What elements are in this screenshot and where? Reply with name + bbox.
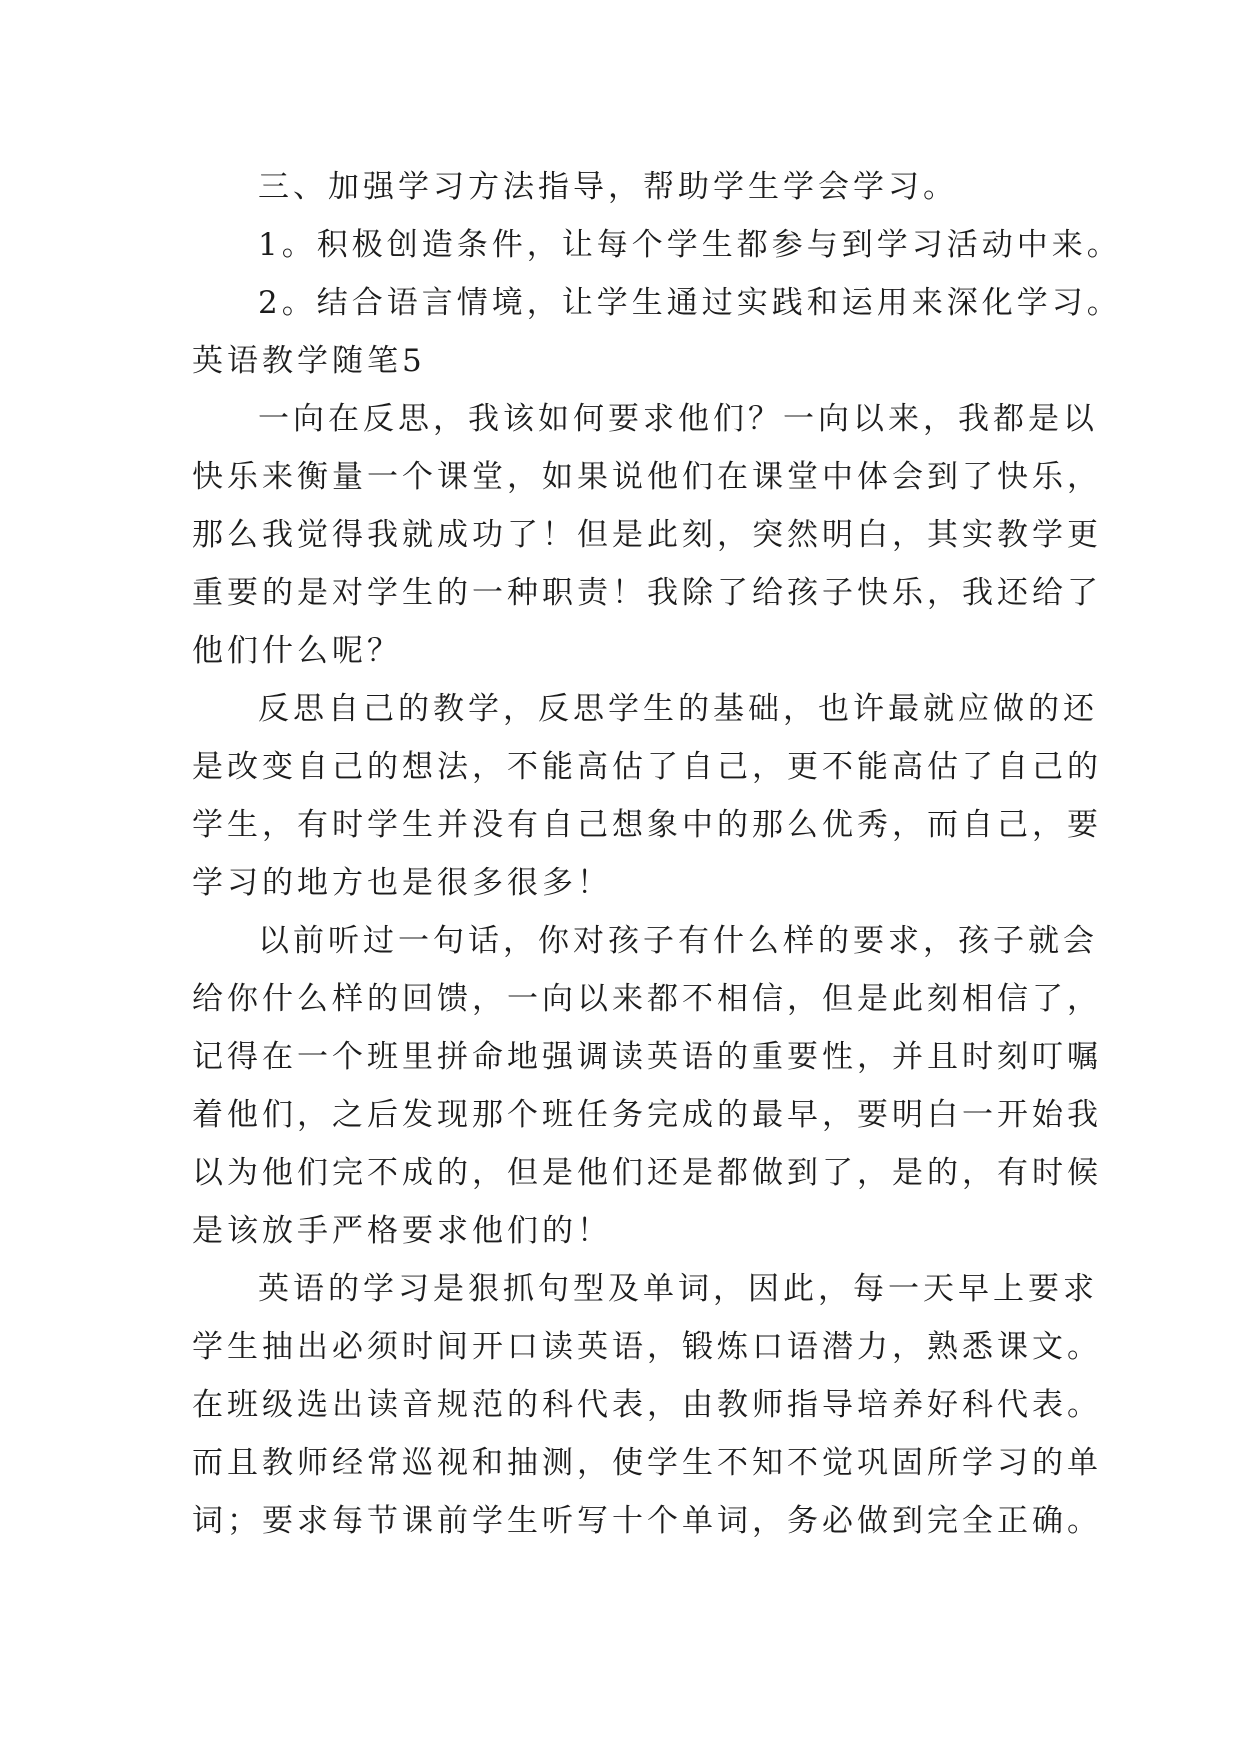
- text-line: 那么我觉得我就成功了！但是此刻，突然明白，其实教学更: [192, 517, 1102, 553]
- text-line: 英语的学习是狠抓句型及单词，因此，每一天早上要求: [258, 1271, 1098, 1307]
- text-line: 而且教师经常巡视和抽测，使学生不知不觉巩固所学习的单: [192, 1445, 1102, 1481]
- text-line: 学生抽出必须时间开口读英语，锻炼口语潜力，熟悉课文。: [192, 1329, 1102, 1365]
- document-body: [192, 158, 1122, 1550]
- text-line: 反思自己的教学，反思学生的基础，也许最就应做的还: [258, 691, 1098, 727]
- text-line: 记得在一个班里拼命地强调读英语的重要性，并且时刻叮嘱: [192, 1039, 1102, 1075]
- text-line: 学习的地方也是很多很多！: [192, 865, 612, 901]
- text-line: 他们什么呢？: [192, 633, 402, 669]
- text-line: 是该放手严格要求他们的！: [192, 1213, 612, 1249]
- text-line: 一向在反思，我该如何要求他们？一向以来，我都是以: [258, 401, 1098, 437]
- text-line: 三、加强学习方法指导，帮助学生学会学习。: [258, 169, 958, 205]
- text-line: 英语教学随笔5: [192, 343, 426, 379]
- text-line: 快乐来衡量一个课堂，如果说他们在课堂中体会到了快乐，: [192, 459, 1102, 495]
- text-line: 学生，有时学生并没有自己想象中的那么优秀，而自己，要: [192, 807, 1102, 843]
- text-line: 以前听过一句话，你对孩子有什么样的要求，孩子就会: [258, 923, 1098, 959]
- text-line: 以为他们完不成的，但是他们还是都做到了，是的，有时候: [192, 1155, 1102, 1191]
- text-line: 2。结合语言情境，让学生通过实践和运用来深化学习。: [258, 285, 1122, 321]
- text-line: 在班级选出读音规范的科代表，由教师指导培养好科代表。: [192, 1387, 1102, 1423]
- text-line: 词；要求每节课前学生听写十个单词，务必做到完全正确。: [192, 1503, 1102, 1539]
- text-line: 重要的是对学生的一种职责！我除了给孩子快乐，我还给了: [192, 575, 1102, 611]
- text-line: 是改变自己的想法，不能高估了自己，更不能高估了自己的: [192, 749, 1102, 785]
- text-line: 1。积极创造条件，让每个学生都参与到学习活动中来。: [258, 227, 1122, 263]
- text-line: 着他们，之后发现那个班任务完成的最早，要明白一开始我: [192, 1097, 1102, 1133]
- text-line: 给你什么样的回馈，一向以来都不相信，但是此刻相信了，: [192, 981, 1102, 1017]
